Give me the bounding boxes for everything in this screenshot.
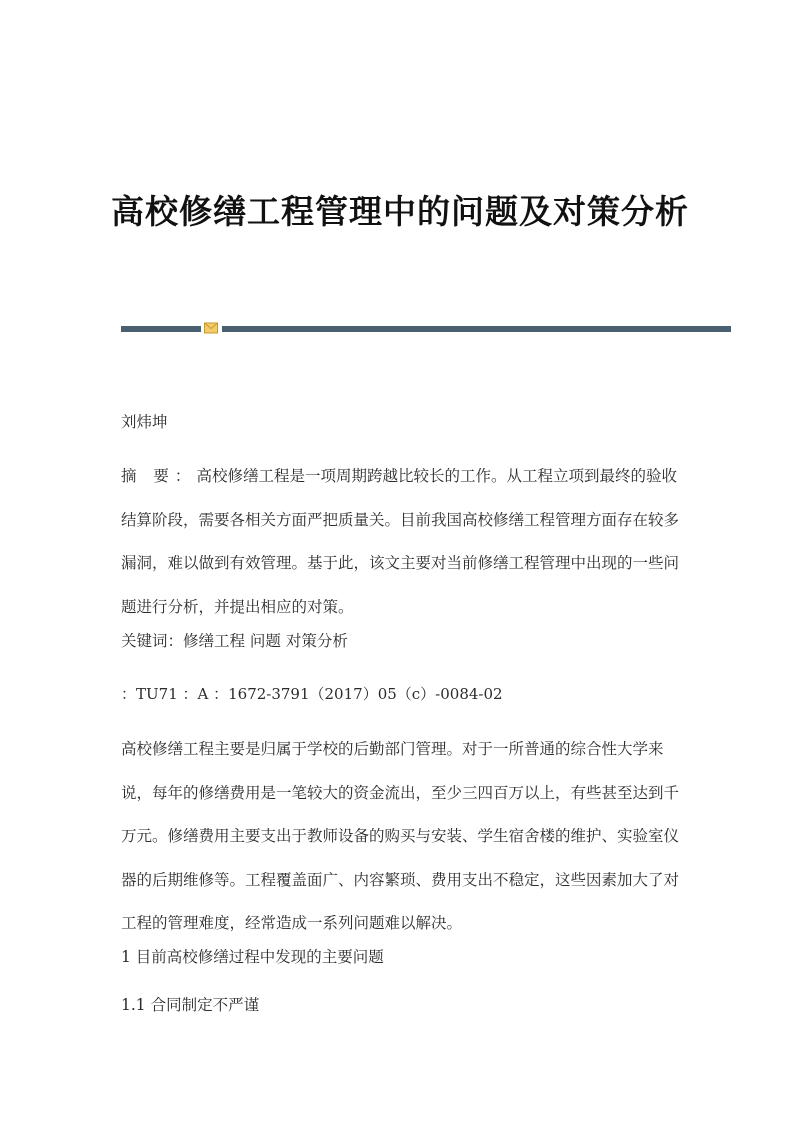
section-heading-1: 1 目前高校修缮过程中发现的主要问题 [121,948,384,966]
abstract-text: 高校修缮工程是一项周期跨越比较长的工作。从工程立项到最终的验收结算阶段，需要各相关方面严把质量关。目前我国高校修缮工程管理方面存在较多漏洞，难以做到有效管理。基于此，该文主要对当前修缮工程管理中出现的一些问题进行分析，并提出相应的对策。 [121,467,680,616]
abstract [121,455,681,629]
abstract-label: 摘 要： [121,467,197,485]
keywords: 关键词：修缮工程 问题 对策分析 [121,632,348,650]
paper-title: 高校修缮工程管理中的问题及对策分析 [111,192,689,231]
classification-line: ：TU71 ：A ：1672-3791（2017）05（c）-0084-02 [121,685,503,703]
title-divider-right [222,326,731,332]
envelope-icon [204,322,218,334]
title-divider-left [121,326,201,332]
author-name: 刘炜坤 [121,413,168,431]
section-heading-1-1: 1.1 合同制定不严谨 [121,996,260,1014]
body-paragraph: 高校修缮工程主要是归属于学校的后勤部门管理。对于一所普通的综合性大学来说，每年的修缮费用是一笔较大的资金流出，至少三四百万以上，有些甚至达到千万元。修缮费用主要支出于教师设备的购买与安装、学生宿舍楼的维护、实验室仪器的后期维修等。工程覆盖面广、内容繁琐、费用支出不稳定，这些因素加大了对工程的管理难度，经常造成一系列问题难以解决。 [121,740,680,932]
